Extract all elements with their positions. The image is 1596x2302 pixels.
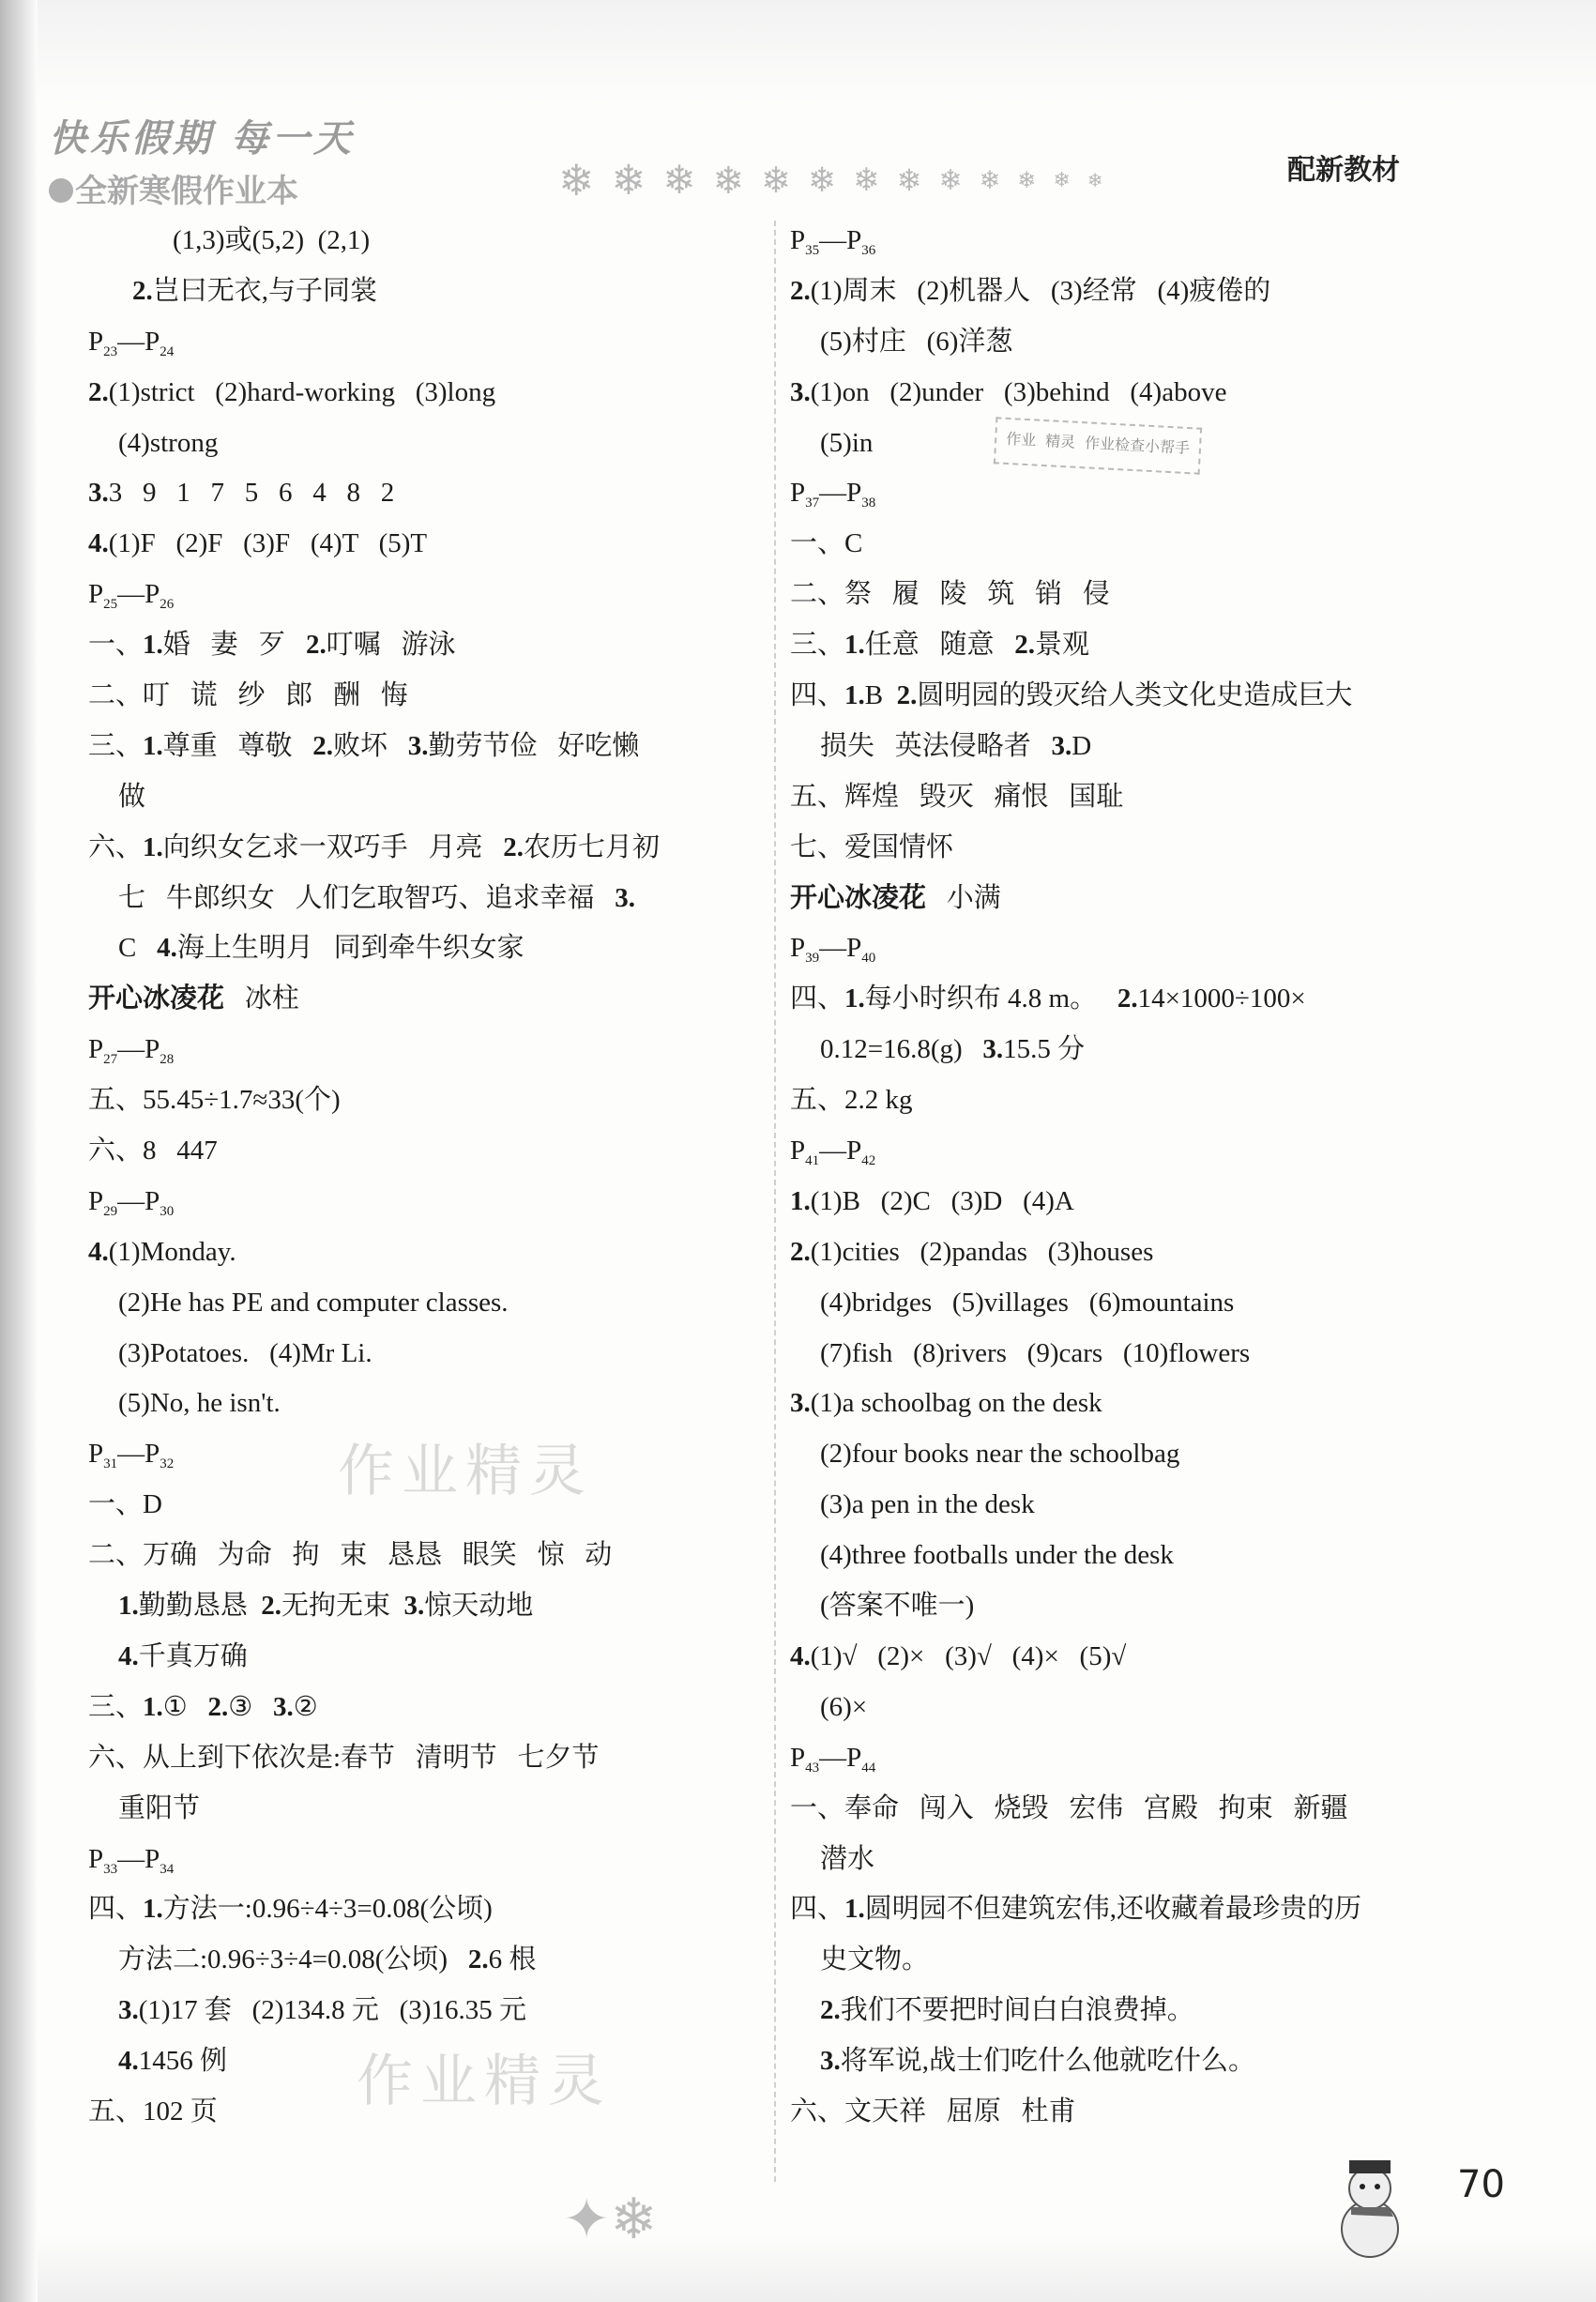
- answer-line: [88, 368, 764, 419]
- answer-line: [88, 823, 764, 874]
- answer-text: 四、: [790, 680, 845, 711]
- answer-line: [790, 874, 1484, 924]
- answer-line: [88, 1075, 764, 1126]
- answer-text: 1456 例: [138, 2046, 228, 2077]
- header-band: [38, 0, 1596, 103]
- answer-line: [790, 519, 1484, 570]
- answer-line: [790, 2036, 1484, 2087]
- page-number-subscript: 32: [160, 1456, 175, 1472]
- answer-line: [88, 620, 764, 671]
- answer-line: [790, 1429, 1484, 1480]
- brand-subtitle: 全新寒假作业本: [75, 173, 298, 210]
- answer-text: ①: [162, 1691, 208, 1722]
- answer-number-bold: 4.: [118, 2046, 139, 2077]
- answer-line: [88, 1278, 764, 1329]
- answer-text: 重阳节: [118, 1792, 201, 1823]
- answer-text: (1)周末 (2)机器人 (3)经常 (4)疲倦的: [810, 275, 1271, 306]
- answer-text: (2)four books near the schoolbag: [820, 1439, 1180, 1470]
- page-range-heading: [88, 1025, 764, 1075]
- page-number-subscript: 23: [103, 343, 118, 359]
- answer-text: 0.12=16.8(g): [820, 1034, 983, 1065]
- answer-text: 景观: [1035, 630, 1090, 661]
- page-number-subscript: 28: [160, 1052, 175, 1068]
- page-range-heading: [88, 317, 764, 368]
- answer-text: 14×1000÷100×: [1137, 983, 1306, 1014]
- answer-text: 圆明园不但建筑宏伟,还收藏着最珍贵的历: [864, 1894, 1362, 1925]
- answer-text: (1)B (2)C (3)D (4)A: [810, 1185, 1074, 1216]
- answer-line: [790, 772, 1484, 823]
- answer-text: 四、: [790, 983, 845, 1014]
- answer-line: [790, 1227, 1484, 1278]
- answer-text: 史文物。: [820, 1944, 930, 1975]
- answer-text: (1)a schoolbag on the desk: [810, 1388, 1102, 1419]
- answer-number-bold: 2.: [896, 680, 918, 711]
- answer-line: [790, 1632, 1484, 1683]
- answer-line: [88, 1733, 764, 1784]
- answer-text: 二、万确 为命 拘 束 恳恳 眼笑 惊 动: [88, 1540, 613, 1571]
- answer-line: [88, 1379, 764, 1429]
- answer-line: [790, 974, 1484, 1025]
- answer-text: 做: [118, 781, 146, 812]
- answer-line: [88, 419, 764, 469]
- page-edge-shadow: [0, 0, 38, 2302]
- answer-number-bold: 3.: [1051, 730, 1072, 761]
- page-number-subscript: 37: [805, 495, 820, 511]
- page-number-subscript: 42: [861, 1153, 876, 1169]
- answer-line: [790, 1986, 1484, 2036]
- page-range-text: P: [846, 1136, 862, 1166]
- page-range-text: —: [117, 1185, 145, 1216]
- answer-number-bold: 3.: [403, 1591, 425, 1622]
- page-range-text: —: [819, 478, 847, 509]
- page-range-text: —: [117, 1439, 145, 1470]
- snowman-illustration: [1314, 2149, 1436, 2262]
- answer-number-bold: 1.: [143, 730, 163, 761]
- answer-text: (5)in: [820, 427, 874, 458]
- answer-text: (4)bridges (5)villages (6)mountains: [820, 1287, 1235, 1318]
- answer-text: (3)Potatoes. (4)Mr Li.: [118, 1337, 372, 1368]
- answer-line: [790, 570, 1484, 620]
- answer-number-bold: 2.: [790, 1236, 811, 1267]
- page-range-text: P: [88, 579, 104, 610]
- answer-text: (1)Monday.: [108, 1236, 236, 1267]
- answer-line: [790, 671, 1484, 722]
- answer-number-bold: 1.: [790, 1185, 811, 1216]
- page-range-text: —: [117, 326, 145, 357]
- answer-line: [88, 974, 764, 1025]
- answer-text: 二、祭 履 陵 筑 销 侵: [790, 579, 1110, 610]
- answer-text: (2)He has PE and computer classes.: [118, 1287, 509, 1318]
- answer-number-bold: 1.: [844, 630, 865, 661]
- answer-text: 七 牛郎织女 人们乞取智巧、追求幸福: [118, 882, 616, 913]
- answer-number-bold: 1.: [844, 983, 865, 1014]
- page-number-subscript: 26: [160, 597, 175, 613]
- answer-number-bold: 3.: [407, 730, 429, 761]
- page-number-subscript: 44: [861, 1760, 876, 1776]
- answer-number-bold: 1.: [844, 1894, 865, 1925]
- answer-number-bold: 2.: [132, 275, 153, 306]
- snowflake-row: [558, 155, 1103, 206]
- answer-text: (5)村庄 (6)洋葱: [820, 326, 1013, 357]
- answer-line: [88, 1884, 764, 1935]
- answer-line: [790, 368, 1484, 419]
- answer-text: 千真万确: [138, 1640, 248, 1671]
- answer-line: [88, 1784, 764, 1835]
- answer-number-bold: 2.: [207, 1691, 229, 1722]
- answer-number-bold: 3.: [790, 1388, 811, 1419]
- answer-number-bold: 2.: [467, 1944, 489, 1975]
- answer-text: (1)cities (2)pandas (3)houses: [810, 1236, 1154, 1267]
- page-range-text: P: [846, 933, 862, 964]
- answer-number-bold: 3.: [88, 478, 109, 509]
- page-range-text: P: [88, 326, 104, 357]
- snowflake-icon: ❄: [761, 160, 791, 201]
- answer-text: 圆明园的毁灭给人类文化史造成巨大: [917, 680, 1353, 711]
- answer-line: [790, 2087, 1484, 2138]
- answer-line: [88, 1986, 764, 2036]
- page-range-text: P: [88, 1185, 104, 1216]
- page-number-subscript: 36: [861, 243, 876, 258]
- page-range-text: P: [790, 478, 806, 509]
- answer-text: 农历七月初: [524, 831, 661, 862]
- page-range-text: —: [117, 1843, 145, 1874]
- answer-text: (1,3)或(5,2) (2,1): [173, 225, 371, 255]
- answer-line: [790, 1581, 1484, 1632]
- page-range-heading: [790, 216, 1484, 267]
- answer-number-bold: 1.: [118, 1591, 139, 1622]
- answer-line: [790, 1784, 1484, 1835]
- answer-text: 我们不要把时间白白浪费掉。: [840, 1995, 1194, 2026]
- answer-text: 六、文天祥 屈原 杜甫: [790, 2096, 1076, 2127]
- page-number-subscript: 38: [861, 495, 876, 511]
- answer-line: [88, 1480, 764, 1531]
- answer-line: [790, 1177, 1484, 1227]
- page-range-text: P: [88, 1439, 104, 1470]
- answer-line: [790, 1531, 1484, 1581]
- answer-number-bold: 3.: [790, 376, 811, 407]
- answer-text: 3 9 1 7 5 6 4 8 2: [108, 478, 395, 509]
- answer-text: 一、C: [790, 528, 863, 559]
- answer-text: 尊重 尊敬: [162, 730, 313, 761]
- answer-number-bold: 4.: [118, 1640, 139, 1671]
- answer-number-bold: 3.: [982, 1034, 1004, 1065]
- answer-text: 方法一:0.96÷4÷3=0.08(公顷): [162, 1894, 493, 1925]
- page-range-text: P: [144, 1843, 160, 1874]
- watermark: 作业精灵: [357, 2049, 612, 2114]
- page-number-subscript: 34: [160, 1861, 175, 1877]
- answer-text: 将军说,战士们吃什么他就吃什么。: [840, 2046, 1256, 2077]
- answer-number-bold: 1.: [844, 680, 865, 711]
- page-range-heading: [88, 1429, 764, 1480]
- answer-text: (3)a pen in the desk: [820, 1489, 1035, 1520]
- answer-text: ③: [228, 1691, 274, 1722]
- answer-text: 15.5 分: [1003, 1034, 1086, 1065]
- page-range-text: —: [819, 225, 847, 255]
- page-number-subscript: 31: [103, 1456, 118, 1472]
- page-range-heading: [88, 1177, 764, 1227]
- answer-text: 小满: [926, 882, 1001, 913]
- page-number-subscript: 33: [103, 1861, 118, 1877]
- answer-line: [88, 1683, 764, 1733]
- stamp-line: 作业: [1005, 429, 1037, 450]
- answer-line: [88, 519, 764, 570]
- snowflake-icon: ❄: [979, 165, 1001, 194]
- answer-line: [88, 2087, 764, 2138]
- page-range-text: —: [117, 1034, 145, 1065]
- answer-line: [790, 1329, 1484, 1380]
- answer-line: [88, 772, 764, 823]
- answer-line: [88, 1329, 764, 1380]
- answer-text: B: [864, 680, 897, 711]
- answer-line: [88, 671, 764, 722]
- snowflake-icon: ❄: [938, 164, 963, 196]
- answer-number-bold: 3.: [118, 1995, 139, 2026]
- answer-text: 勤劳节俭 好吃懒: [428, 730, 640, 761]
- answer-text: 五、102 页: [88, 2096, 218, 2127]
- page-range-heading: [790, 1126, 1484, 1177]
- answer-number-bold: 3.: [615, 882, 636, 913]
- answer-text: 勤勤恳恳: [138, 1591, 262, 1622]
- answer-text: 任意 随意: [864, 630, 1015, 661]
- answer-number-bold: 2.: [820, 1995, 841, 2026]
- watermark: 作业精灵: [338, 1439, 593, 1504]
- page-number-subscript: 40: [861, 951, 876, 967]
- page-number-subscript: 43: [805, 1760, 820, 1776]
- page-range-text: —: [819, 933, 847, 964]
- answer-text: 一、: [88, 630, 144, 661]
- answer-line: [88, 267, 764, 317]
- page-range-text: P: [144, 579, 160, 610]
- answer-line: [790, 267, 1484, 317]
- answer-line: [88, 1581, 764, 1632]
- page-range-heading: [790, 468, 1484, 519]
- answer-text: 七、爱国情怀: [790, 831, 954, 862]
- page-range-text: P: [88, 1034, 104, 1065]
- answer-number-bold: 2.: [312, 730, 334, 761]
- page-range-text: P: [790, 933, 806, 964]
- answer-number-bold: 开心冰凌花: [88, 983, 225, 1014]
- answer-text: 四、: [88, 1894, 144, 1925]
- answer-text: 六、8 447: [88, 1136, 218, 1166]
- answer-text: 五、55.45÷1.7≈33(个): [88, 1085, 341, 1116]
- answer-number-bold: 2.: [261, 1591, 282, 1622]
- answer-line: [790, 1480, 1484, 1531]
- answer-number-bold: 2.: [790, 275, 811, 306]
- answer-text: 岂曰无衣,与子同裳: [152, 275, 378, 306]
- answer-text: (1)17 套 (2)134.8 元 (3)16.35 元: [138, 1995, 526, 2026]
- page-range-heading: [88, 1835, 764, 1885]
- answer-text: 潜水: [820, 1843, 875, 1874]
- snowflake-icon: ❄: [1017, 168, 1037, 193]
- answer-text: 五、辉煌 毁灭 痛恨 国耻: [790, 781, 1124, 812]
- answer-text: (4)three footballs under the desk: [820, 1540, 1174, 1571]
- page-range-text: P: [790, 225, 806, 255]
- answer-text: 损失 英法侵略者: [820, 730, 1052, 761]
- answer-line: [790, 1379, 1484, 1429]
- answer-number-bold: 1.: [143, 831, 163, 862]
- answer-text: 五、2.2 kg: [790, 1085, 913, 1116]
- snowflake-icon: ❄: [807, 161, 837, 199]
- answer-number-bold: 2.: [1117, 983, 1138, 1014]
- answer-text: C: [118, 933, 158, 964]
- stamp-line: 作业检查小帮手: [1084, 434, 1191, 458]
- answer-column-left: [88, 216, 764, 2138]
- page-range-text: P: [846, 478, 862, 509]
- answer-text: 四、: [790, 1894, 845, 1925]
- page-number-subscript: 30: [160, 1203, 175, 1219]
- answer-text: 三、: [790, 630, 845, 661]
- answer-line: [88, 722, 764, 772]
- page-range-text: P: [846, 225, 862, 255]
- answer-number-bold: 1.: [143, 1691, 163, 1722]
- brand-title: 快乐假期 每一天: [49, 117, 355, 160]
- page-range-heading: [790, 923, 1484, 974]
- answer-line: [790, 620, 1484, 671]
- page-range-text: P: [846, 1742, 862, 1773]
- answer-number-bold: 3.: [820, 2046, 841, 2077]
- answer-text: (1)√ (2)× (3)√ (4)× (5)√: [810, 1640, 1127, 1671]
- page-range-heading: [790, 1733, 1484, 1784]
- answer-line: [790, 1683, 1484, 1733]
- page-number-subscript: 27: [103, 1052, 118, 1068]
- edition-tag: 配新教材: [1287, 154, 1400, 187]
- answer-line: [790, 1935, 1484, 1986]
- answer-text: (1)on (2)under (3)behind (4)above: [810, 376, 1227, 407]
- answer-line: [790, 1884, 1484, 1935]
- answer-line: [88, 1632, 764, 1683]
- answer-text: 三、: [88, 1691, 144, 1722]
- answer-text: 惊天动地: [424, 1591, 534, 1622]
- page-number-subscript: 35: [805, 243, 820, 258]
- answer-number-bold: 2.: [1014, 630, 1036, 661]
- page-range-text: —: [117, 579, 145, 610]
- page-number-subscript: 39: [805, 951, 820, 967]
- page-number-subscript: 41: [805, 1153, 820, 1169]
- answer-text: (6)×: [820, 1691, 868, 1722]
- answer-text: 婚 妻 歹: [162, 630, 307, 661]
- answer-text: (7)fish (8)rivers (9)cars (10)flowers: [820, 1337, 1251, 1368]
- answer-number-bold: 2.: [503, 831, 524, 862]
- answer-line: [88, 923, 764, 974]
- answer-text: 叮嘱 游泳: [326, 630, 456, 661]
- answer-text: (4)strong: [118, 427, 219, 458]
- answer-line: [88, 216, 764, 267]
- answer-text: 向织女乞求一双巧手 月亮: [162, 831, 504, 862]
- page-range-text: P: [790, 1742, 806, 1773]
- answer-text: 冰柱: [224, 983, 299, 1014]
- page-range-text: P: [144, 1185, 160, 1216]
- answer-number-bold: 2.: [88, 376, 109, 407]
- answer-line: [790, 1835, 1484, 1885]
- answer-number-bold: 开心冰凌花: [790, 882, 927, 913]
- answer-text: 一、奉命 闯入 烧毁 宏伟 宫殿 拘束 新疆: [790, 1792, 1348, 1823]
- answer-line: [790, 317, 1484, 368]
- answer-text: (5)No, he isn't.: [118, 1388, 281, 1419]
- answer-number-bold: 3.: [273, 1691, 294, 1722]
- answer-number-bold: 4.: [790, 1640, 811, 1671]
- page-range-text: P: [144, 1034, 160, 1065]
- page-range-heading: [88, 570, 764, 620]
- answer-text: 海上生明月 同到牵牛织女家: [176, 933, 524, 964]
- page-range-text: P: [144, 1439, 160, 1470]
- answer-number-bold: 4.: [88, 1236, 109, 1267]
- page-range-text: —: [819, 1742, 847, 1773]
- snowflake-icon: ❄: [558, 157, 595, 205]
- answer-line: [88, 1531, 764, 1581]
- arrow-circle-icon: [49, 178, 73, 203]
- answer-line: [790, 1278, 1484, 1329]
- answer-text: (1)strict (2)hard-working (3)long: [108, 376, 496, 407]
- answer-number-bold: 4.: [88, 528, 109, 559]
- answer-number-bold: 1.: [143, 630, 163, 661]
- answer-number-bold: 2.: [306, 630, 327, 661]
- page-range-text: P: [88, 1843, 104, 1874]
- answer-text: 六、: [88, 831, 144, 862]
- answer-text: 三、: [88, 730, 144, 761]
- snowflake-icon: ❄: [611, 157, 646, 204]
- page-number-subscript: 29: [103, 1203, 118, 1219]
- snowflake-icon: ❄: [1087, 170, 1103, 191]
- answer-line: [88, 1935, 764, 1986]
- answer-text: 二、叮 谎 纱 郎 酬 悔: [88, 680, 408, 711]
- snowflake-icon: ❄: [1053, 168, 1071, 191]
- answer-text: 败坏: [333, 730, 408, 761]
- answer-line: [790, 823, 1484, 874]
- answer-text: 一、D: [88, 1489, 162, 1520]
- answer-text: 方法二:0.96÷3÷4=0.08(公顷): [118, 1944, 468, 1975]
- answer-number-bold: 4.: [157, 933, 177, 964]
- page-range-text: —: [819, 1136, 847, 1166]
- answer-line: [88, 468, 764, 519]
- answer-text: ②: [293, 1691, 318, 1722]
- snowflake-icon: ❄: [662, 160, 696, 203]
- snowflake-icon: ✦❄: [563, 2188, 658, 2250]
- answer-text: (答案不唯一): [820, 1591, 975, 1622]
- snowflake-icon: ❄: [853, 163, 880, 198]
- answer-number-bold: 1.: [143, 1894, 163, 1925]
- answer-line: [88, 1227, 764, 1278]
- answer-line: [790, 1025, 1484, 1075]
- answer-line: [88, 1126, 764, 1177]
- answer-line: [88, 874, 764, 924]
- answer-text: 每小时织布 4.8 m。: [864, 983, 1117, 1014]
- page-number-subscript: 25: [103, 597, 118, 613]
- column-divider: [774, 221, 776, 2182]
- page-range-text: P: [790, 1136, 806, 1166]
- stamp-line: 精灵: [1044, 432, 1076, 451]
- snowflake-icon: ❄: [896, 163, 922, 197]
- page-range-text: P: [144, 326, 160, 357]
- page-number: 70: [1457, 2163, 1505, 2206]
- answer-text: 6 根: [488, 1944, 537, 1975]
- answer-line: [790, 722, 1484, 772]
- answer-text: D: [1072, 730, 1092, 761]
- answer-text: 无拘无束: [281, 1591, 404, 1622]
- answer-line: [790, 419, 1484, 469]
- answer-line: [790, 1075, 1484, 1126]
- snowflake-icon: ❄: [712, 159, 745, 202]
- answer-column-right: [790, 216, 1484, 2138]
- page-number-subscript: 24: [160, 343, 175, 359]
- answer-text: (1)F (2)F (3)F (4)T (5)T: [108, 528, 428, 559]
- answer-line: [88, 2036, 764, 2087]
- answer-text: 六、从上到下依次是:春节 清明节 七夕节: [88, 1742, 600, 1773]
